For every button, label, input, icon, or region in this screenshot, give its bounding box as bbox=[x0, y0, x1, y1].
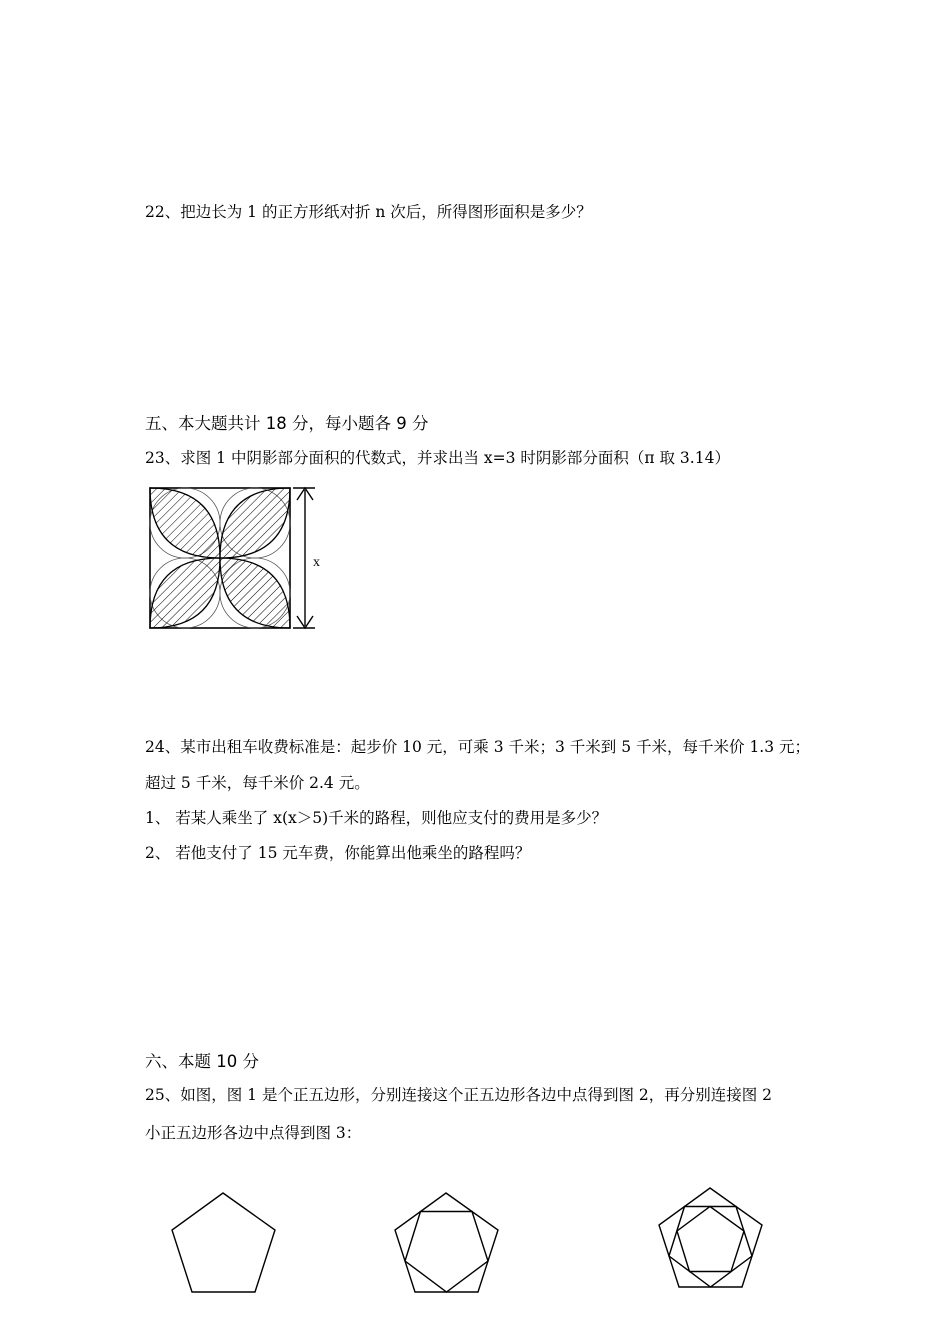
question-24-line-2: 超过 5 千米，每千米价 2.4 元。 bbox=[145, 774, 370, 792]
section-6-heading: 六、本题 10 分 bbox=[145, 1052, 259, 1071]
question-24-sub-2: 2、 若他支付了 15 元车费，你能算出他乘坐的路程吗？ bbox=[145, 844, 531, 862]
petal-figure bbox=[145, 483, 335, 633]
question-25-line-2: 小正五边形各边中点得到图 3： bbox=[145, 1124, 362, 1142]
pentagon-figure-1 bbox=[165, 1188, 285, 1298]
question-25-line-1: 25、如图，图 1 是个正五边形，分别连接这个正五边形各边中点得到图 2，再分别连接图 2 bbox=[145, 1086, 773, 1104]
pentagon-mid bbox=[405, 1212, 488, 1293]
question-24-sub-1: 1、 若某人乘坐了 x(x＞5)千米的路程，则他应支付的费用是多少？ bbox=[145, 809, 608, 827]
dimension-label: x bbox=[313, 555, 320, 570]
pentagon-outer bbox=[172, 1193, 275, 1292]
section-5-heading: 五、本大题共计 18 分，每小题各 9 分 bbox=[145, 414, 429, 433]
pentagon-figure-2 bbox=[388, 1188, 508, 1298]
question-23: 23、求图 1 中阴影部分面积的代数式，并求出当 x=3 时阴影部分面积（π 取 3.14） bbox=[145, 449, 730, 467]
question-22: 22、把边长为 1 的正方形纸对折 n 次后，所得图形面积是多少？ bbox=[145, 203, 592, 221]
pentagon-inner bbox=[677, 1207, 744, 1272]
question-24-line-1: 24、某市出租车收费标准是：起步价 10 元，可乘 3 千米；3 千米到 5 千米，每千米价 1.3 元； bbox=[145, 738, 811, 756]
pentagon-figure-3 bbox=[652, 1183, 772, 1298]
